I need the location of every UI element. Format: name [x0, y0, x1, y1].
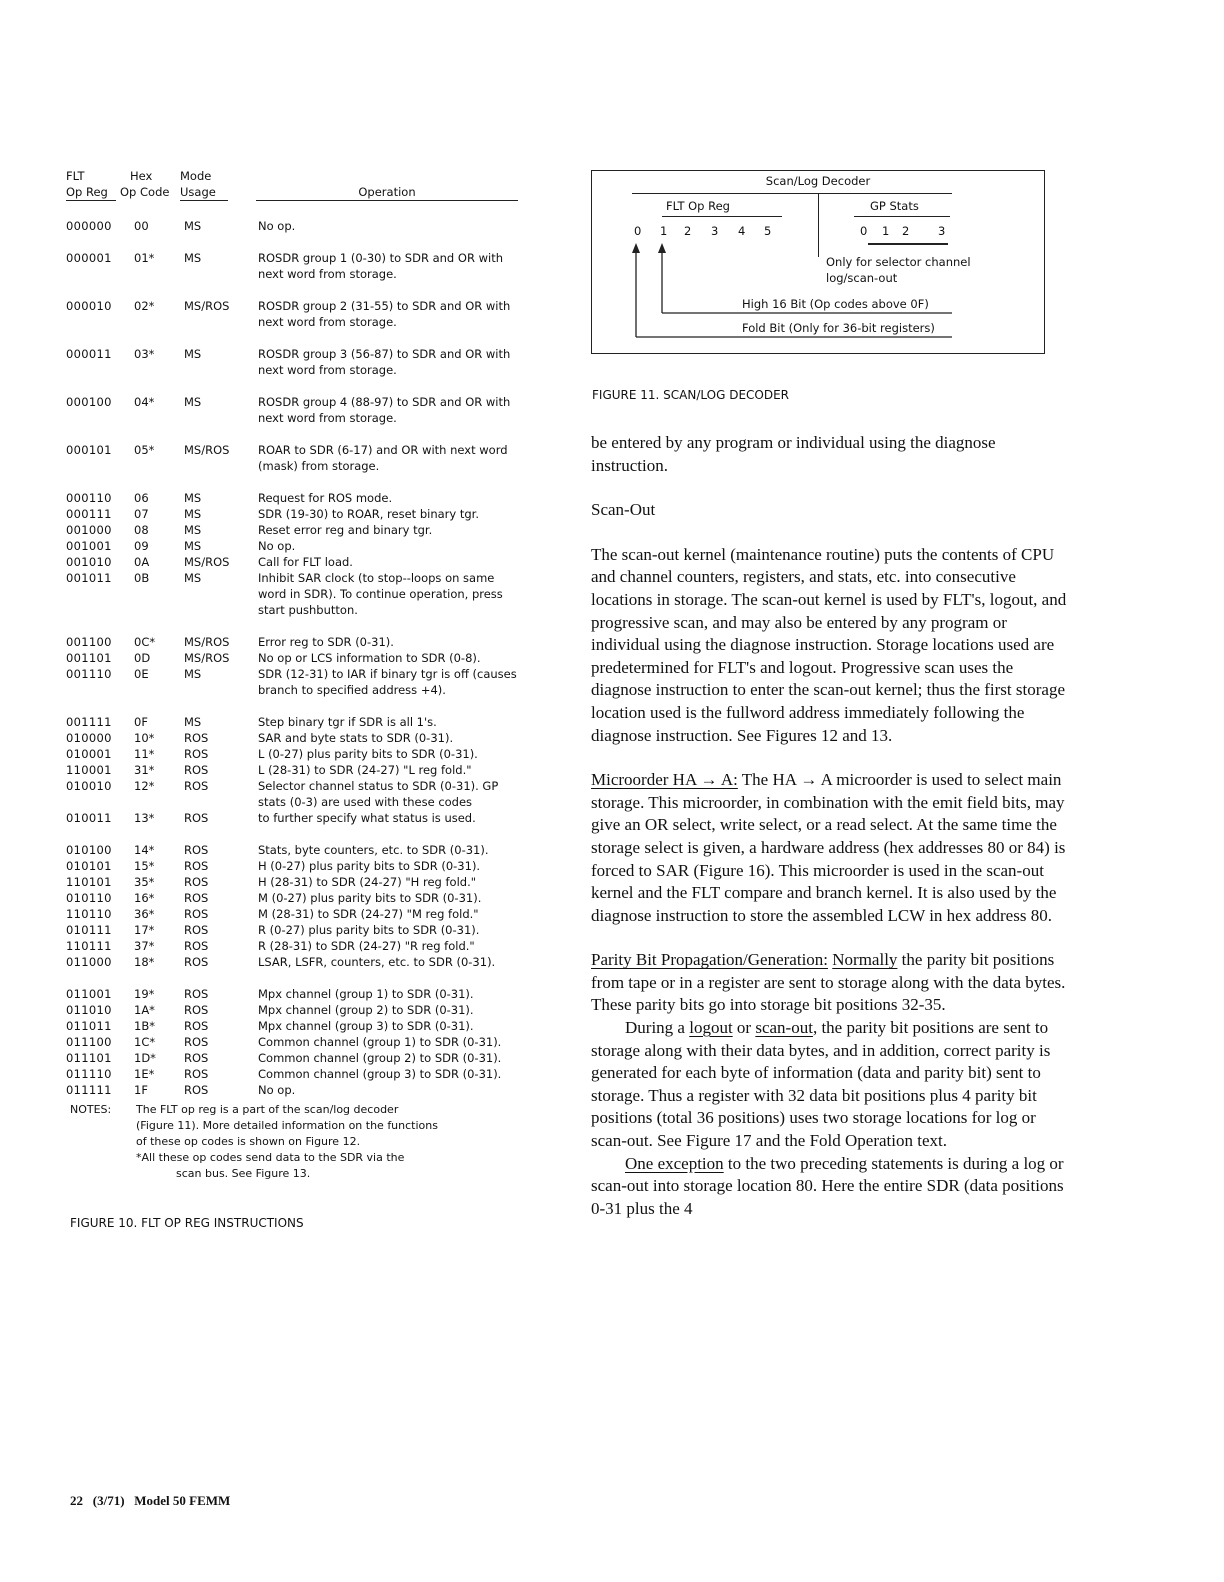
words-one-exception: One exception — [625, 1153, 724, 1173]
mode-usage-cell: ROS — [184, 859, 209, 873]
operation-cell: Mpx channel (group 3) to SDR (0-31). — [258, 1019, 474, 1033]
hex-code-cell: 1D* — [134, 1051, 156, 1065]
op-reg-cell: 000001 — [66, 251, 112, 265]
mode-usage-cell: ROS — [184, 907, 209, 921]
row-spacer — [66, 426, 536, 442]
paragraph: The scan-out kernel (maintenance routine) puts the contents of CPU and channel counters, registers, and stats, etc. into consecutive locations in storage. The scan-out kernel is used by FLT's, logout, and progressive scan, and may also be entered by any program or individual using the diagnose instruction. Storage locations used are predetermined for FLT's and logout. Progressive scan uses the diagnose instruction to enter the scan-out kernel; thus the first storage location used is the fullword address immediately following the diagnose instruction. See Figures 12 and 13. — [591, 544, 1067, 745]
table-row — [66, 650, 536, 666]
operation-cell: No op or LCS information to SDR (0-8). — [258, 651, 481, 665]
table-row — [66, 746, 536, 762]
word-logout: logout — [689, 1018, 733, 1038]
flt-op-reg-table — [66, 168, 536, 1098]
operation-cell: SAR and byte stats to SDR (0-31). — [258, 731, 454, 745]
flt-bit: 3 — [711, 224, 719, 238]
op-reg-cell: 010010 — [66, 779, 112, 793]
hex-code-cell: 37* — [134, 939, 155, 953]
op-reg-cell: 001110 — [66, 667, 112, 681]
mode-usage-cell: MS — [184, 523, 202, 537]
mode-usage-cell: MS — [184, 219, 202, 233]
note-line: of these op codes is shown on Figure 12. — [136, 1135, 361, 1148]
table-row — [66, 938, 536, 954]
hex-code-cell: 0F — [134, 715, 148, 729]
mode-usage-cell: ROS — [184, 939, 209, 953]
paragraph: Microorder HA → A: The HA → A microorder is used to select main storage. This microorder, in combination with the emit field bits, may give an OR select, write select, or a read select. At the same time the storage select is given, a hardware address (hex addresses 80 or 84) is forced to SAR (Figure 16). This microorder is used in the scan-out kernel and the FLT compare and branch kernel. It is also used by the diagnose instruction to store the assembled LCW in hex address 80. — [591, 770, 1066, 925]
mode-usage-cell: MS/ROS — [184, 635, 230, 649]
mode-usage-cell: MS — [184, 347, 202, 361]
operation-cell: No op. — [258, 219, 296, 233]
hex-code-cell: 35* — [134, 875, 155, 889]
op-reg-cell: 001010 — [66, 555, 112, 569]
op-reg-cell: 000110 — [66, 491, 112, 505]
hex-code-cell: 0E — [134, 667, 149, 681]
op-reg-cell: 010101 — [66, 859, 112, 873]
op-reg-cell: 001011 — [66, 571, 112, 585]
mode-usage-cell: ROS — [184, 779, 209, 793]
table-row — [66, 666, 536, 698]
hex-code-cell: 02* — [134, 299, 155, 313]
operation-cell: L (0-27) plus parity bits to SDR (0-31). — [258, 747, 478, 761]
mode-usage-cell: MS/ROS — [184, 299, 230, 313]
flt-bit: 5 — [764, 224, 772, 238]
flt-bit: 0 — [634, 224, 642, 238]
operation-cell: ROSDR group 2 (31-55) to SDR and OR with next word from storage. — [258, 299, 511, 329]
flt-op-reg-label: FLT Op Reg — [666, 199, 730, 213]
op-reg-cell: 000101 — [66, 443, 112, 457]
hex-code-cell: 07 — [134, 507, 149, 521]
op-reg-cell: 001111 — [66, 715, 112, 729]
op-reg-cell: 010110 — [66, 891, 112, 905]
row-spacer — [66, 698, 536, 714]
mode-usage-cell: ROS — [184, 987, 209, 1001]
hex-code-cell: 06 — [134, 491, 149, 505]
row-spacer — [66, 378, 536, 394]
op-reg-cell: 000100 — [66, 395, 112, 409]
mode-usage-cell: ROS — [184, 1019, 209, 1033]
operation-cell: H (0-27) plus parity bits to SDR (0-31). — [258, 859, 481, 873]
op-reg-cell: 000010 — [66, 299, 112, 313]
operation-cell: M (28-31) to SDR (24-27) "M reg fold." — [258, 907, 479, 921]
hex-code-cell: 0D — [134, 651, 151, 665]
table-row — [66, 906, 536, 922]
mode-usage-cell: ROS — [184, 811, 209, 825]
table-row — [66, 1034, 536, 1050]
gp-bit: 2 — [902, 224, 910, 238]
table-row — [66, 842, 536, 858]
op-reg-cell: 110101 — [66, 875, 112, 889]
fold-bit-label: Fold Bit (Only for 36-bit registers) — [742, 321, 935, 335]
op-reg-cell: 001101 — [66, 651, 112, 665]
row-spacer — [66, 474, 536, 490]
hex-code-cell: 0C* — [134, 635, 156, 649]
flt-bit: 2 — [684, 224, 692, 238]
table-row — [66, 810, 536, 826]
flt-bit: 1 — [660, 224, 668, 238]
paragraph: Parity Bit Propagation/Generation: Normally the parity bit positions from tape or in a register are sent to storage along with the data bytes. These parity bits go into storage bit positions 32-35. — [591, 950, 1066, 1015]
mode-usage-cell: MS — [184, 715, 202, 729]
mode-usage-cell: MS — [184, 539, 202, 553]
decoder-title: Scan/Log Decoder — [765, 174, 871, 188]
heading-microorder: Microorder HA → A: — [591, 770, 738, 790]
hex-code-cell: 08 — [134, 523, 149, 537]
op-reg-cell: 010100 — [66, 843, 112, 857]
hex-code-cell: 15* — [134, 859, 155, 873]
table-row — [66, 1066, 536, 1082]
row-spacer — [66, 282, 536, 298]
page-footer: 22 (3/71) Model 50 FEMM — [70, 1493, 231, 1508]
operation-cell: Error reg to SDR (0-31). — [258, 635, 394, 649]
operation-cell: Stats, byte counters, etc. to SDR (0-31). — [258, 843, 489, 857]
operation-cell: Common channel (group 3) to SDR (0-31). — [258, 1067, 502, 1081]
operation-cell: Selector channel status to SDR (0-31). GP stats (0-3) are used with these codes — [258, 779, 499, 809]
mode-usage-cell: ROS — [184, 843, 209, 857]
gp-bit: 3 — [938, 224, 946, 238]
mode-usage-cell: ROS — [184, 1003, 209, 1017]
table-row — [66, 298, 536, 330]
hex-code-cell: 1A* — [134, 1003, 155, 1017]
hex-code-cell: 00 — [134, 219, 149, 233]
op-reg-cell: 000011 — [66, 347, 112, 361]
operation-cell: Common channel (group 2) to SDR (0-31). — [258, 1051, 502, 1065]
table-row — [66, 1002, 536, 1018]
table-row — [66, 250, 536, 282]
table-row — [66, 522, 536, 538]
mode-usage-cell: MS — [184, 251, 202, 265]
op-reg-cell: 011010 — [66, 1003, 112, 1017]
op-reg-cell: 001001 — [66, 539, 112, 553]
mode-usage-cell: ROS — [184, 731, 209, 745]
hex-code-cell: 11* — [134, 747, 155, 761]
hex-code-cell: 14* — [134, 843, 155, 857]
operation-cell: to further specify what status is used. — [258, 811, 476, 825]
hex-code-cell: 16* — [134, 891, 155, 905]
operation-cell: ROSDR group 4 (88-97) to SDR and OR with next word from storage. — [258, 395, 511, 425]
operation-cell: Inhibit SAR clock (to stop--loops on same word in SDR). To continue operation, press start pushbutton. — [258, 571, 503, 617]
operation-cell: LSAR, LSFR, counters, etc. to SDR (0-31). — [258, 955, 496, 969]
col-header-mode: Mode Usage — [180, 168, 228, 201]
hex-code-cell: 04* — [134, 395, 155, 409]
mode-usage-cell: ROS — [184, 1051, 209, 1065]
table-row — [66, 346, 536, 378]
op-reg-cell: 010000 — [66, 731, 112, 745]
operation-cell: SDR (12-31) to IAR if binary tgr is off (causes branch to specified address +4). — [258, 667, 517, 697]
table-row — [66, 1050, 536, 1066]
mode-usage-cell: ROS — [184, 923, 209, 937]
section-heading-scan-out: Scan-Out — [591, 500, 656, 520]
col-header-flt: FLT Op Reg — [66, 168, 116, 201]
op-reg-cell: 110001 — [66, 763, 112, 777]
operation-cell: R (28-31) to SDR (24-27) "R reg fold." — [258, 939, 475, 953]
mode-usage-cell: MS — [184, 395, 202, 409]
mode-usage-cell: MS — [184, 491, 202, 505]
gp-bit: 1 — [882, 224, 890, 238]
table-row — [66, 874, 536, 890]
op-reg-cell: 010111 — [66, 923, 112, 937]
hex-code-cell: 36* — [134, 907, 155, 921]
operation-cell: No op. — [258, 1083, 296, 1097]
op-reg-cell: 011101 — [66, 1051, 112, 1065]
mode-usage-cell: ROS — [184, 1067, 209, 1081]
note-line: scan bus. See Figure 13. — [176, 1167, 311, 1180]
operation-cell: Call for FLT load. — [258, 555, 353, 569]
hex-code-cell: 03* — [134, 347, 155, 361]
operation-cell: Mpx channel (group 2) to SDR (0-31). — [258, 1003, 474, 1017]
table-body — [66, 218, 536, 1098]
operation-cell: SDR (19-30) to ROAR, reset binary tgr. — [258, 507, 479, 521]
table-row — [66, 634, 536, 650]
operation-cell: ROSDR group 1 (0-30) to SDR and OR with next word from storage. — [258, 251, 503, 281]
mode-usage-cell: ROS — [184, 1083, 209, 1097]
word-normally: Normally — [832, 950, 898, 970]
operation-cell: Mpx channel (group 1) to SDR (0-31). — [258, 987, 474, 1001]
col-header-hex: Hex Op Code — [120, 169, 170, 199]
table-row — [66, 1018, 536, 1034]
hex-code-cell: 17* — [134, 923, 155, 937]
op-reg-cell: 001000 — [66, 523, 112, 537]
table-row — [66, 506, 536, 522]
table-row — [66, 442, 536, 474]
mode-usage-cell: ROS — [184, 875, 209, 889]
table-row — [66, 490, 536, 506]
body-text — [591, 432, 1069, 1220]
table-row — [66, 986, 536, 1002]
hex-code-cell: 09 — [134, 539, 149, 553]
hex-code-cell: 1C* — [134, 1035, 156, 1049]
gp-stats-label: GP Stats — [870, 199, 919, 213]
table-row — [66, 554, 536, 570]
table-notes — [70, 1102, 530, 1182]
operation-cell: Step binary tgr if SDR is all 1's. — [258, 715, 437, 729]
table-row — [66, 394, 536, 426]
hex-code-cell: 12* — [134, 779, 155, 793]
table-row — [66, 778, 536, 810]
mode-usage-cell: MS — [184, 571, 202, 585]
table-row — [66, 922, 536, 938]
op-reg-cell: 011011 — [66, 1019, 112, 1033]
operation-cell: Request for ROS mode. — [258, 491, 393, 505]
mode-usage-cell: MS — [184, 667, 202, 681]
selector-note-line1: Only for selector channel — [826, 255, 971, 269]
op-reg-cell: 001100 — [66, 635, 112, 649]
gp-bit: 0 — [860, 224, 868, 238]
operation-cell: ROSDR group 3 (56-87) to SDR and OR with next word from storage. — [258, 347, 511, 377]
mode-usage-cell: MS/ROS — [184, 555, 230, 569]
row-spacer — [66, 234, 536, 250]
row-spacer — [66, 970, 536, 986]
op-reg-cell: 110111 — [66, 939, 112, 953]
op-reg-cell: 011110 — [66, 1067, 112, 1081]
op-reg-cell: 011001 — [66, 987, 112, 1001]
scan-log-decoder-diagram — [591, 170, 1045, 354]
hex-code-cell: 13* — [134, 811, 155, 825]
hex-code-cell: 05* — [134, 443, 155, 457]
table-header — [66, 168, 536, 208]
mode-usage-cell: MS/ROS — [184, 443, 230, 457]
mode-usage-cell: ROS — [184, 891, 209, 905]
hex-code-cell: 0A — [134, 555, 150, 569]
op-reg-cell: 010011 — [66, 811, 112, 825]
mode-usage-cell: MS — [184, 507, 202, 521]
operation-cell: R (0-27) plus parity bits to SDR (0-31). — [258, 923, 480, 937]
mode-usage-cell: ROS — [184, 763, 209, 777]
mode-usage-cell: ROS — [184, 1035, 209, 1049]
op-reg-cell: 000111 — [66, 507, 112, 521]
row-spacer — [66, 330, 536, 346]
table-row — [66, 218, 536, 234]
hex-code-cell: 1B* — [134, 1019, 155, 1033]
op-reg-cell: 011111 — [66, 1083, 112, 1097]
table-row — [66, 890, 536, 906]
paragraph: be entered by any program or individual using the diagnose instruction. — [591, 433, 996, 475]
op-reg-cell: 000000 — [66, 219, 112, 233]
note-line: The FLT op reg is a part of the scan/log decoder — [136, 1103, 399, 1116]
operation-cell: Reset error reg and binary tgr. — [258, 523, 433, 537]
hex-code-cell: 10* — [134, 731, 155, 745]
operation-cell: ROAR to SDR (6-17) and OR with next word (mask) from storage. — [258, 443, 508, 473]
hex-code-cell: 0B — [134, 571, 150, 585]
table-row — [66, 1082, 536, 1098]
table-row — [66, 570, 536, 618]
hex-code-cell: 01* — [134, 251, 155, 265]
op-reg-cell: 010001 — [66, 747, 112, 761]
op-reg-cell: 011000 — [66, 955, 112, 969]
operation-cell: Common channel (group 1) to SDR (0-31). — [258, 1035, 502, 1049]
figure-10-caption: FIGURE 10. FLT OP REG INSTRUCTIONS — [70, 1216, 304, 1230]
note-line: *All these op codes send data to the SDR via the — [136, 1151, 405, 1164]
mode-usage-cell: MS/ROS — [184, 651, 230, 665]
word-scan-out: scan-out — [755, 1018, 813, 1038]
mode-usage-cell: ROS — [184, 747, 209, 761]
operation-cell: No op. — [258, 539, 296, 553]
operation-cell: H (28-31) to SDR (24-27) "H reg fold." — [258, 875, 477, 889]
table-row — [66, 762, 536, 778]
operation-cell: L (28-31) to SDR (24-27) "L reg fold." — [258, 763, 472, 777]
row-spacer — [66, 618, 536, 634]
heading-parity: Parity Bit Propagation/Generation: — [591, 950, 829, 970]
hex-code-cell: 18* — [134, 955, 155, 969]
selector-note-line2: log/scan-out — [826, 271, 898, 285]
op-reg-cell: 110110 — [66, 907, 112, 921]
table-row — [66, 954, 536, 970]
notes-label: NOTES: — [70, 1103, 112, 1116]
paragraph: One exception to the two preceding statements is during a log or scan-out into storage location 80. Here the entire SDR (data positions 0-31 plus the 4 — [591, 1153, 1064, 1218]
table-row — [66, 858, 536, 874]
flt-bit: 4 — [738, 224, 746, 238]
table-row — [66, 538, 536, 554]
op-reg-cell: 011100 — [66, 1035, 112, 1049]
paragraph: During a logout or scan-out, the parity bit positions are sent to storage along with their data bytes, and in addition, correct parity is generated for each byte of information (data and parity bit) sent to storage. Thus a register with 32 data bit positions plus 4 parity bit positions (total 36 positions) uses two storage locations for log or scan-out. See Figure 17 and the Fold Operation text. — [591, 1018, 1051, 1151]
figure-11-caption: FIGURE 11. SCAN/LOG DECODER — [592, 388, 790, 402]
hex-code-cell: 19* — [134, 987, 155, 1001]
high-bit-label: High 16 Bit (Op codes above 0F) — [742, 297, 929, 311]
hex-code-cell: 1E* — [134, 1067, 155, 1081]
table-row — [66, 714, 536, 730]
note-line: (Figure 11). More detailed information on the functions — [136, 1119, 438, 1132]
row-spacer — [66, 826, 536, 842]
operation-cell: M (0-27) plus parity bits to SDR (0-31). — [258, 891, 482, 905]
hex-code-cell: 1F — [134, 1083, 148, 1097]
mode-usage-cell: ROS — [184, 955, 209, 969]
table-row — [66, 730, 536, 746]
hex-code-cell: 31* — [134, 763, 155, 777]
col-header-operation: Operation — [256, 184, 518, 201]
